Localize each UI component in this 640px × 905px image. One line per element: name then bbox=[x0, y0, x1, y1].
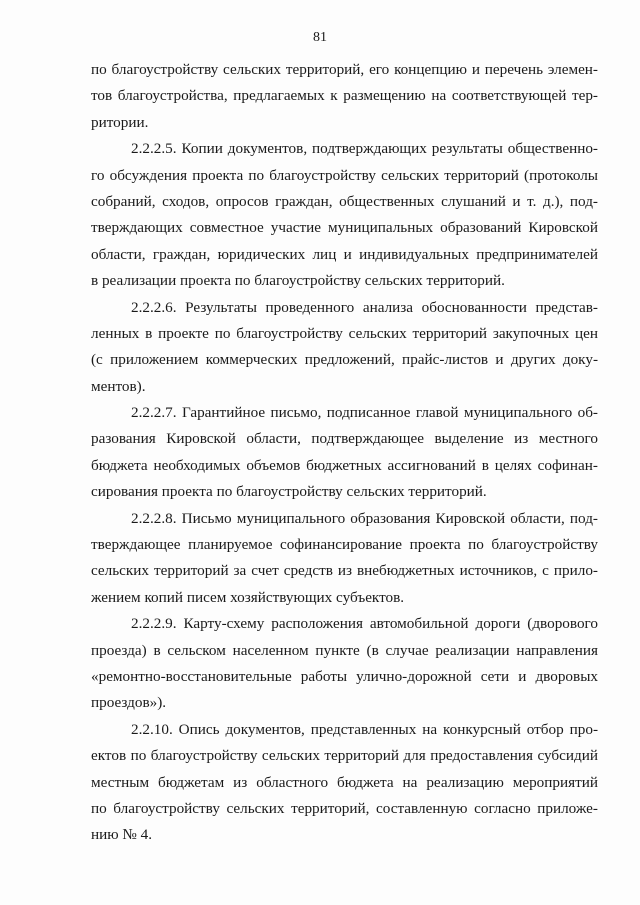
document-body bbox=[91, 57, 598, 849]
text-line: го обсуждения проекта по благоустройству сельских территорий (протоколы bbox=[91, 166, 598, 184]
paragraph-intro bbox=[91, 57, 598, 136]
page-number: 81 bbox=[313, 30, 327, 45]
text-line: ментов). bbox=[91, 377, 146, 395]
text-line: 2.2.2.6. Результаты проведенного анализа обоснованности представ- bbox=[131, 298, 598, 316]
text-line: нию № 4. bbox=[91, 826, 153, 844]
text-line: 2.2.10. Опись документов, представленных на конкурсный отбор про- bbox=[131, 720, 598, 738]
text-line: местным бюджетам из областного бюджета на реализацию мероприятий bbox=[91, 773, 598, 791]
text-line: тов благоустройства, предлагаемых к размещению на соответствующей тер- bbox=[91, 87, 598, 105]
text-line: жением копий писем хозяйствующих субъектов. bbox=[91, 588, 405, 606]
text-line: по благоустройству сельских территорий, составленную согласно приложе- bbox=[91, 799, 598, 817]
paragraph-2-2-2-9 bbox=[91, 611, 598, 717]
text-line: проездов»). bbox=[91, 694, 167, 712]
text-line: «ремонтно-восстановительные работы улично-дорожной сети и дворовых bbox=[91, 667, 598, 685]
text-line: сельских территорий за счет средств из внебюджетных источников, с прило- bbox=[91, 562, 598, 580]
paragraph-2-2-2-5 bbox=[91, 136, 598, 294]
text-line: 2.2.2.8. Письмо муниципального образования Кировской области, под- bbox=[131, 509, 598, 527]
paragraph-2-2-2-7 bbox=[91, 400, 598, 506]
text-line: по благоустройству сельских территорий, его концепцию и перечень элемен- bbox=[91, 61, 598, 78]
text-line: сирования проекта по благоустройству сельских территорий. bbox=[91, 483, 487, 501]
text-line: тверждающее планируемое софинансирование проекта по благоустройству bbox=[91, 536, 598, 554]
paragraph-2-2-2-6 bbox=[91, 295, 598, 401]
text-line: ектов по благоустройству сельских территорий для предоставления субсидий bbox=[91, 747, 598, 765]
text-line: собраний, сходов, опросов граждан, общественных слушаний и т. д.), под- bbox=[91, 192, 598, 210]
text-line: 2.2.2.5. Копии документов, подтверждающих результаты общественно- bbox=[131, 140, 598, 158]
text-line: бюджета необходимых объемов бюджетных ассигнований в целях софинан- bbox=[91, 456, 598, 474]
paragraph-2-2-10 bbox=[91, 717, 598, 849]
text-line: разования Кировской области, подтверждающее выделение из местного bbox=[91, 430, 598, 448]
text-line: проезда) в сельском населенном пункте (в случае реализации направления bbox=[91, 641, 598, 659]
text-line: (с приложением коммерческих предложений, прайс-листов и других доку- bbox=[91, 351, 598, 369]
text-line: ленных в проекте по благоустройству сельских территорий закупочных цен bbox=[91, 324, 598, 342]
text-line: 2.2.2.7. Гарантийное письмо, подписанное главой муниципального об- bbox=[131, 404, 598, 422]
text-line: в реализации проекта по благоустройству сельских территорий. bbox=[91, 272, 505, 290]
text-line: ритории. bbox=[91, 113, 149, 131]
text-line: области, граждан, юридических лиц и индивидуальных предпринимателей bbox=[91, 245, 598, 263]
text-line: 2.2.2.9. Карту-схему расположения автомобильной дороги (дворового bbox=[131, 615, 598, 633]
paragraph-2-2-2-8 bbox=[91, 506, 598, 612]
text-line: тверждающих совместное участие муниципальных образований Кировской bbox=[91, 219, 598, 237]
